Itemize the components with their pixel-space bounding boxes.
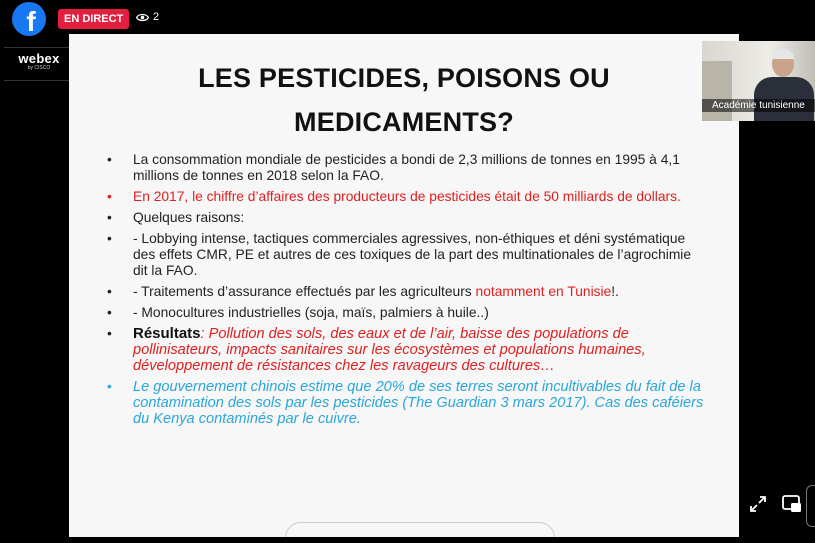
bullet-item: [107, 305, 707, 321]
slide-title: [69, 56, 739, 144]
webex-brand: webex: [18, 51, 60, 66]
presentation-slide: [69, 34, 739, 537]
bullet-item: [107, 379, 707, 427]
eye-icon: [136, 13, 149, 22]
bullet-marker: •: [107, 231, 112, 246]
results-label: Résultats: [133, 325, 201, 342]
bullet-text: - Monocultures industrielles (soja, maïs, palmiers à huile..): [133, 305, 489, 320]
bullet-text: Le gouvernement chinois estime que 20% de ses terres seront incultivables du fait de la contamination des sols par les pesticides (The Guardian 3 mars 2017). Cas des caféiers du Kenya contaminés par le cuivre.: [133, 379, 704, 427]
results-text: : Pollution des sols, des eaux et de l’air, baisse des populations de pollinisateurs, impacts sanitaires sur les écosystèmes et populations humaines, développement de résistances chez les ravageurs des cultures…: [133, 326, 646, 374]
slide-title-line-1: LES PESTICIDES, POISONS OU: [198, 63, 610, 93]
webex-logo: [4, 47, 75, 81]
bullet-marker: •: [107, 326, 112, 341]
webex-byline: by CISCO: [27, 65, 51, 71]
bullet-marker: •: [107, 379, 112, 394]
bullet-item: [107, 326, 707, 374]
bullet-item: [107, 231, 707, 279]
participant-name: Académie tunisienne: [702, 99, 815, 112]
bullet-marker: •: [107, 305, 112, 320]
slide-title-line-2: MEDICAMENTS?: [294, 107, 514, 137]
bullet-text-end: !.: [611, 284, 619, 299]
bullet-list: [107, 152, 707, 432]
bullet-item: [107, 152, 707, 184]
bullet-item: [107, 189, 707, 205]
bullet-text: En 2017, le chiffre d’affaires des producteurs de pesticides était de 50 milliards de dollars.: [133, 189, 681, 204]
slide-decoration: [285, 522, 555, 537]
participant-video-tile[interactable]: [702, 41, 815, 121]
viewer-count-value: 2: [153, 11, 160, 23]
viewer-count: [136, 11, 159, 23]
bullet-highlight: notamment en Tunisie: [475, 284, 612, 299]
bullet-text: Quelques raisons:: [133, 210, 245, 225]
bullet-text: - Traitements d’assurance effectués par les agriculteurs: [133, 284, 476, 299]
side-panel-handle[interactable]: [806, 485, 815, 527]
bullet-marker: •: [107, 189, 112, 204]
bullet-text: - Lobbying intense, tactiques commerciales agressives, non-éthiques et déni systématique des effets CMR, PE et autres de ces toxiques de la part des multinationales de l’agrochimie dit la FAO.: [133, 231, 692, 278]
bullet-marker: •: [107, 210, 112, 225]
live-badge: EN DIRECT: [58, 9, 129, 29]
video-shelf: [702, 61, 732, 121]
bullet-item: [107, 284, 707, 300]
picture-in-picture-icon[interactable]: [781, 493, 803, 515]
bullet-item: [107, 210, 707, 226]
facebook-logo-icon[interactable]: f: [12, 2, 46, 36]
bullet-marker: •: [107, 284, 112, 299]
expand-icon[interactable]: [749, 495, 767, 513]
bullet-marker: •: [107, 152, 112, 167]
bullet-text: La consommation mondiale de pesticides a bondi de 2,3 millions de tonnes en 1995 à 4,1 millions de tonnes en 2018 selon la FAO.: [133, 152, 680, 183]
